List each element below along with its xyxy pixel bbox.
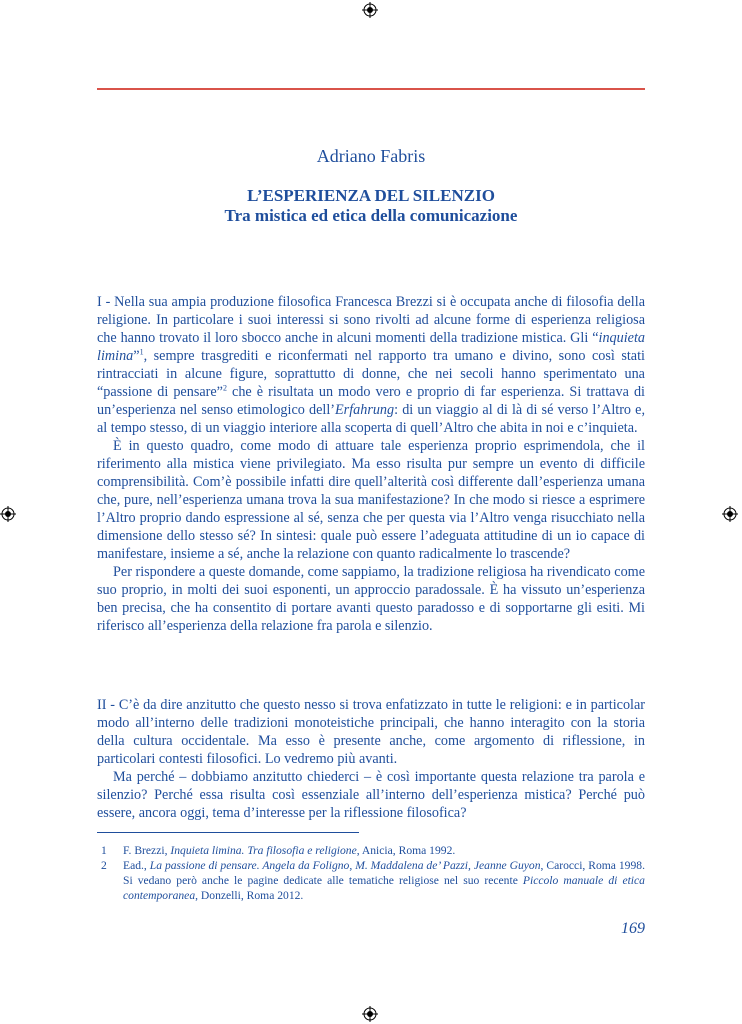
- author-name: Adriano Fabris: [316, 146, 426, 166]
- footnote-number: 2: [101, 859, 107, 872]
- header-rule: [97, 88, 645, 90]
- page-number: 169: [621, 920, 645, 937]
- footnotes: [97, 843, 645, 903]
- registration-mark-icon: [0, 506, 16, 522]
- footnote-ref: 1: [139, 347, 144, 357]
- paragraph: II - C’è da dire anzitutto che questo nesso si trova enfatizzato in tutte le religioni: e in particolar modo all’interno delle tradizioni monoteistiche principali, che hanno interagito con la storia della cultura occidentale. Ma esso è presente anche, come argomento di riflessione, in particolari contesti filosofici. Lo vedremo più avanti.: [97, 697, 645, 767]
- footnote: [97, 843, 645, 858]
- footnote: [97, 858, 645, 903]
- section-one: [97, 293, 645, 635]
- subtitle-line: Tra mistica ed etica della comunicazione: [224, 206, 518, 225]
- paragraph: Per rispondere a queste domande, come sappiamo, la tradizione religiosa ha rivendicato come suo proprio, in molti dei suoi esponenti, un approccio paradossale. È ha vissuto un’esperienza ben precisa, che ha consentito di portare avanti questo paradosso e di sopportarne gli esiti. Mi riferisco all’esperienza della relazione fra parola e silenzio.: [97, 564, 645, 634]
- paragraph: Ma perché – dobbiamo anzitutto chiederci – è così importante questa relazione tra parola e silenzio? Perché essa risulta così essenziale all’interno dell’esperienza mistica? Perché può essere, ancora oggi, tema d’interesse per la riflessione filosofica?: [97, 769, 645, 821]
- inline-emphasis: inquieta limina: [97, 330, 645, 364]
- article-title: [97, 186, 645, 226]
- section-two: [97, 696, 645, 822]
- paragraph: I - Nella sua ampia produzione filosofica Francesca Brezzi si è occupata anche di filosofia della religione. In particolare i suoi interessi si sono rivolti ad alcune forme di esperienza religiosa che hanno trovato il loro sbocco anche in alcuni momenti della tradizione mistica. Gli “inquieta limina”$^1$, sempre trasgrediti e riconfermati nel rapporto tra umano e divino, sono così stati rintracciati in alcune figure, soprattutto di donne, che nei secoli hanno sperimentato una “passione di pensare”$^2$ che è risultata un modo vero e proprio di far esperienza. Si trattava di un’esperienza nel senso etimologico dell’Erfahrung: di un viaggio al di là di sé verso l’Altro e, al tempo stesso, di un viaggio interiore alla scoperta di quell’Altro che abita in noi e c’inquieta.: [97, 294, 646, 436]
- inline-emphasis: Erfahrung: [335, 402, 395, 418]
- registration-mark-icon: [362, 2, 378, 18]
- footnote-rule: [97, 832, 359, 833]
- footnote-number: 1: [101, 844, 107, 857]
- footnote-text: F. Brezzi, Inquieta limina. Tra filosofia e religione, Anicia, Roma 1992.: [123, 844, 456, 857]
- paragraph: È in questo quadro, come modo di attuare tale esperienza proprio esprimendola, che il riferimento alla mistica viene privilegiato. Ma esso risulta pur sempre un evento di difficile comprensibilità. Com’è possibile infatti dire quell’alterità così differente dall’esperienza umana che, pure, nell’esperienza umana trova la sua manifestazione? In che modo si riesce a esprimere l’Altro proprio dando espressione al sé, senza che per questa via l’Altro venga risucchiato nella dimensione dello stesso sé? In sintesi: quale può essere l’adeguata attitudine di un io capace di manifestare, insieme a sé, anche la relazione con quanto radicalmente lo trascende?: [97, 438, 645, 562]
- registration-mark-icon: [362, 1006, 378, 1022]
- title-line: L’ESPERIENZA DEL SILENZIO: [247, 186, 495, 205]
- footnote-text: Ead., La passione di pensare. Angela da Foligno, M. Maddalena de’ Pazzi, Jeanne Guyon, Carocci, Roma 1998. Si vedano però anche le pagine dedicate alle tematiche religiose nel suo recente Piccolo manuale di etica contemporanea, Donzelli, Roma 2012.: [123, 859, 645, 902]
- footnote-ref: 2: [222, 383, 227, 393]
- registration-mark-icon: [722, 506, 738, 522]
